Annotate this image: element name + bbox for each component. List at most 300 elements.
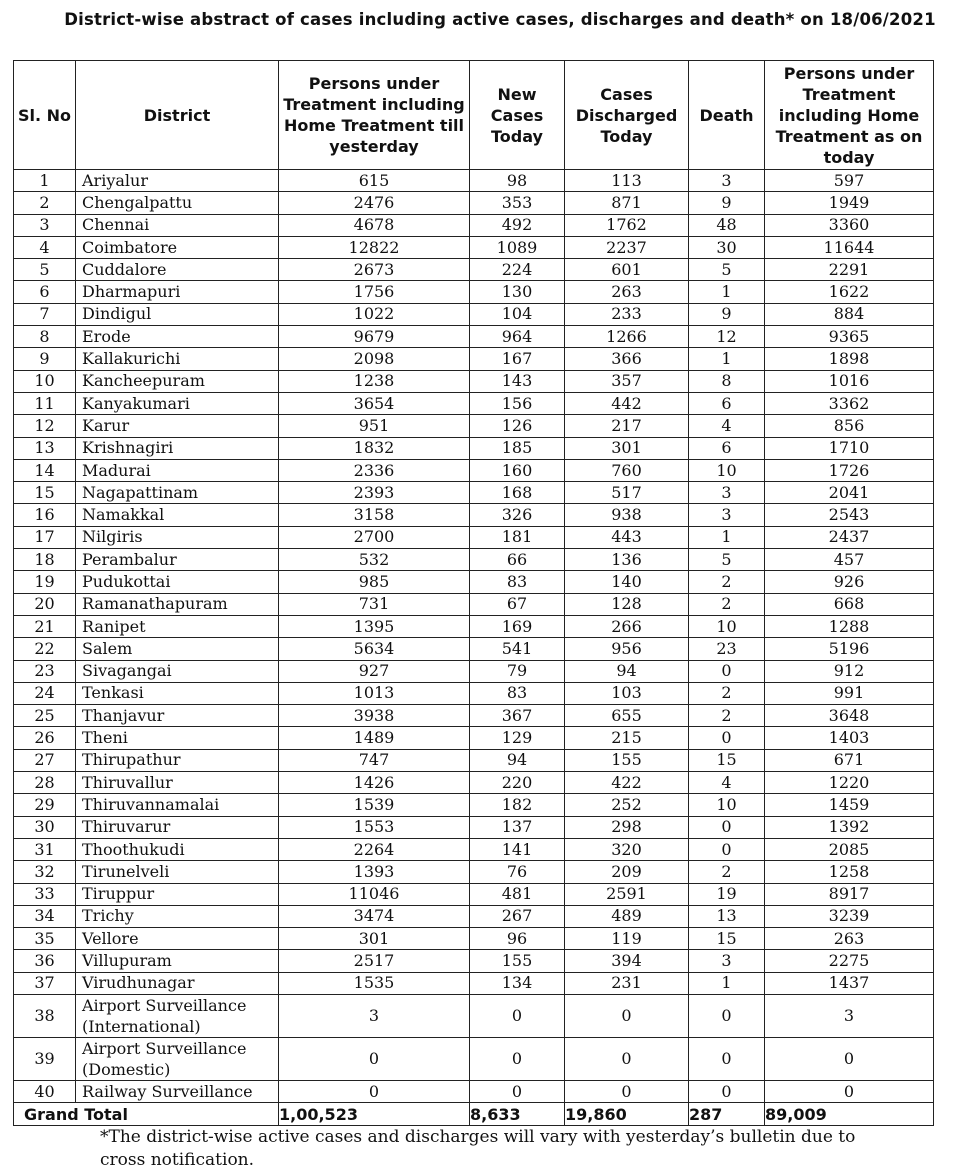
cell-death: 1	[689, 348, 765, 370]
cell-district: Thanjavur	[76, 705, 279, 727]
cell-death: 5	[689, 549, 765, 571]
cell-under-treatment-yesterday: 731	[279, 593, 470, 615]
cell-district: Tirunelveli	[76, 861, 279, 883]
cell-discharged: 94	[565, 660, 689, 682]
cell-under-treatment-today: 5196	[765, 638, 934, 660]
cell-under-treatment-yesterday: 1395	[279, 615, 470, 637]
cell-under-treatment-today: 2543	[765, 504, 934, 526]
cell-new-cases: 168	[470, 482, 565, 504]
cell-under-treatment-today: 1459	[765, 794, 934, 816]
cell-district: Namakkal	[76, 504, 279, 526]
cell-new-cases: 79	[470, 660, 565, 682]
cell-discharged: 217	[565, 415, 689, 437]
cell-sl-no: 16	[14, 504, 76, 526]
cell-district: Airport Surveillance (International)	[76, 994, 279, 1037]
cell-death: 48	[689, 214, 765, 236]
cell-sl-no: 24	[14, 682, 76, 704]
cell-district: Ranipet	[76, 615, 279, 637]
cell-under-treatment-today: 3362	[765, 392, 934, 414]
cell-new-cases: 353	[470, 192, 565, 214]
cell-under-treatment-yesterday: 1022	[279, 303, 470, 325]
cell-discharged: 298	[565, 816, 689, 838]
cell-under-treatment-yesterday: 4678	[279, 214, 470, 236]
cell-under-treatment-yesterday: 5634	[279, 638, 470, 660]
cell-new-cases: 94	[470, 749, 565, 771]
cell-new-cases: 220	[470, 772, 565, 794]
cell-sl-no: 35	[14, 928, 76, 950]
cell-sl-no: 10	[14, 370, 76, 392]
cell-under-treatment-today: 2041	[765, 482, 934, 504]
cell-sl-no: 21	[14, 615, 76, 637]
cell-new-cases: 83	[470, 682, 565, 704]
cell-discharged: 136	[565, 549, 689, 571]
cell-discharged: 0	[565, 1037, 689, 1080]
table-row	[14, 749, 934, 771]
cell-new-cases: 0	[470, 1037, 565, 1080]
table-header-row	[14, 61, 934, 170]
cell-discharged: 2591	[565, 883, 689, 905]
cell-discharged: 442	[565, 392, 689, 414]
cell-under-treatment-yesterday: 1393	[279, 861, 470, 883]
cell-discharged: 0	[565, 994, 689, 1037]
header-sl-no: Sl. No	[14, 61, 76, 170]
table-row	[14, 281, 934, 303]
grand-total-label: Grand Total	[14, 1103, 279, 1126]
cell-discharged: 231	[565, 972, 689, 994]
cell-district: Ramanathapuram	[76, 593, 279, 615]
cell-death: 0	[689, 660, 765, 682]
cell-sl-no: 33	[14, 883, 76, 905]
cell-discharged: 517	[565, 482, 689, 504]
cell-under-treatment-today: 856	[765, 415, 934, 437]
cell-new-cases: 98	[470, 170, 565, 192]
table-row	[14, 838, 934, 860]
cell-under-treatment-yesterday: 1238	[279, 370, 470, 392]
total-new-cases: 8,633	[470, 1103, 565, 1126]
cell-sl-no: 25	[14, 705, 76, 727]
cell-under-treatment-today: 597	[765, 170, 934, 192]
cell-under-treatment-yesterday: 3	[279, 994, 470, 1037]
cell-under-treatment-yesterday: 2700	[279, 526, 470, 548]
cell-discharged: 215	[565, 727, 689, 749]
table-row	[14, 682, 934, 704]
cell-sl-no: 40	[14, 1080, 76, 1102]
cell-sl-no: 6	[14, 281, 76, 303]
cell-death: 3	[689, 504, 765, 526]
table-row	[14, 816, 934, 838]
cell-sl-no: 37	[14, 972, 76, 994]
cell-death: 10	[689, 459, 765, 481]
table-row	[14, 348, 934, 370]
cell-sl-no: 34	[14, 905, 76, 927]
cell-district: Chengalpattu	[76, 192, 279, 214]
cell-new-cases: 104	[470, 303, 565, 325]
header-under-treatment-yesterday: Persons under Treatment including Home Treatment till yesterday	[279, 61, 470, 170]
cell-discharged: 113	[565, 170, 689, 192]
cell-new-cases: 129	[470, 727, 565, 749]
cell-under-treatment-yesterday: 11046	[279, 883, 470, 905]
cell-discharged: 956	[565, 638, 689, 660]
table-row	[14, 928, 934, 950]
cell-new-cases: 155	[470, 950, 565, 972]
cell-under-treatment-today: 671	[765, 749, 934, 771]
cell-under-treatment-today: 1016	[765, 370, 934, 392]
cell-sl-no: 29	[14, 794, 76, 816]
total-discharged: 19,860	[565, 1103, 689, 1126]
cell-discharged: 394	[565, 950, 689, 972]
cell-district: Sivagangai	[76, 660, 279, 682]
cell-district: Tiruppur	[76, 883, 279, 905]
table-row	[14, 615, 934, 637]
cell-discharged: 301	[565, 437, 689, 459]
table-row	[14, 192, 934, 214]
cell-death: 8	[689, 370, 765, 392]
cell-district: Airport Surveillance (Domestic)	[76, 1037, 279, 1080]
cell-under-treatment-yesterday: 2098	[279, 348, 470, 370]
cell-under-treatment-today: 0	[765, 1037, 934, 1080]
cell-discharged: 155	[565, 749, 689, 771]
cell-death: 15	[689, 749, 765, 771]
cell-under-treatment-today: 3	[765, 994, 934, 1037]
cell-district: Thiruvannamalai	[76, 794, 279, 816]
cell-under-treatment-yesterday: 1756	[279, 281, 470, 303]
cell-death: 15	[689, 928, 765, 950]
cell-under-treatment-yesterday: 3938	[279, 705, 470, 727]
table-row	[14, 772, 934, 794]
table-row	[14, 994, 934, 1037]
cell-district: Ariyalur	[76, 170, 279, 192]
cell-death: 0	[689, 816, 765, 838]
cell-district: Tenkasi	[76, 682, 279, 704]
page-title: District-wise abstract of cases including active cases, discharges and death* on 18/06/2021	[64, 10, 936, 29]
cell-sl-no: 1	[14, 170, 76, 192]
cell-sl-no: 23	[14, 660, 76, 682]
table-row	[14, 526, 934, 548]
cell-new-cases: 267	[470, 905, 565, 927]
table-row	[14, 1080, 934, 1102]
cell-new-cases: 169	[470, 615, 565, 637]
cell-district: Chennai	[76, 214, 279, 236]
cell-discharged: 938	[565, 504, 689, 526]
cell-death: 6	[689, 437, 765, 459]
cell-sl-no: 9	[14, 348, 76, 370]
cell-under-treatment-yesterday: 1489	[279, 727, 470, 749]
cell-new-cases: 66	[470, 549, 565, 571]
cell-under-treatment-yesterday: 615	[279, 170, 470, 192]
cell-under-treatment-today: 263	[765, 928, 934, 950]
cell-under-treatment-today: 1898	[765, 348, 934, 370]
cell-under-treatment-today: 0	[765, 1080, 934, 1102]
table-row	[14, 415, 934, 437]
cell-district: Kancheepuram	[76, 370, 279, 392]
table-row	[14, 905, 934, 927]
cell-new-cases: 964	[470, 326, 565, 348]
cell-discharged: 2237	[565, 236, 689, 258]
cell-death: 6	[689, 392, 765, 414]
cell-death: 19	[689, 883, 765, 905]
cell-under-treatment-today: 457	[765, 549, 934, 571]
cell-sl-no: 11	[14, 392, 76, 414]
table-row	[14, 660, 934, 682]
cell-under-treatment-today: 11644	[765, 236, 934, 258]
table-row	[14, 794, 934, 816]
header-under-treatment-today: Persons under Treatment including Home Treatment as on today	[765, 61, 934, 170]
cell-sl-no: 38	[14, 994, 76, 1037]
cell-district: Perambalur	[76, 549, 279, 571]
cell-under-treatment-yesterday: 3654	[279, 392, 470, 414]
cell-under-treatment-yesterday: 747	[279, 749, 470, 771]
cell-new-cases: 126	[470, 415, 565, 437]
cell-discharged: 1266	[565, 326, 689, 348]
cell-sl-no: 22	[14, 638, 76, 660]
cell-discharged: 119	[565, 928, 689, 950]
cell-sl-no: 2	[14, 192, 76, 214]
cell-under-treatment-yesterday: 0	[279, 1037, 470, 1080]
cell-under-treatment-yesterday: 12822	[279, 236, 470, 258]
table-row	[14, 861, 934, 883]
cell-under-treatment-today: 3360	[765, 214, 934, 236]
cell-new-cases: 130	[470, 281, 565, 303]
cell-discharged: 128	[565, 593, 689, 615]
cell-district: Kanyakumari	[76, 392, 279, 414]
cell-sl-no: 12	[14, 415, 76, 437]
cell-discharged: 209	[565, 861, 689, 883]
cell-death: 12	[689, 326, 765, 348]
cell-discharged: 1762	[565, 214, 689, 236]
cell-sl-no: 7	[14, 303, 76, 325]
cell-sl-no: 8	[14, 326, 76, 348]
cell-sl-no: 19	[14, 571, 76, 593]
cell-district: Karur	[76, 415, 279, 437]
cell-sl-no: 5	[14, 259, 76, 281]
cell-death: 2	[689, 682, 765, 704]
cell-district: Cuddalore	[76, 259, 279, 281]
cell-district: Dharmapuri	[76, 281, 279, 303]
cell-under-treatment-today: 3648	[765, 705, 934, 727]
cell-under-treatment-yesterday: 1553	[279, 816, 470, 838]
cell-under-treatment-today: 1622	[765, 281, 934, 303]
cell-new-cases: 137	[470, 816, 565, 838]
cell-death: 3	[689, 950, 765, 972]
cell-death: 10	[689, 615, 765, 637]
cell-sl-no: 3	[14, 214, 76, 236]
cell-under-treatment-today: 1710	[765, 437, 934, 459]
cell-new-cases: 181	[470, 526, 565, 548]
cell-death: 3	[689, 482, 765, 504]
cell-new-cases: 76	[470, 861, 565, 883]
cell-discharged: 266	[565, 615, 689, 637]
cell-under-treatment-yesterday: 532	[279, 549, 470, 571]
cell-district: Kallakurichi	[76, 348, 279, 370]
cell-death: 5	[689, 259, 765, 281]
cell-under-treatment-yesterday: 2264	[279, 838, 470, 860]
cell-new-cases: 326	[470, 504, 565, 526]
cell-new-cases: 1089	[470, 236, 565, 258]
cell-district: Salem	[76, 638, 279, 660]
cell-new-cases: 0	[470, 994, 565, 1037]
cell-district: Railway Surveillance	[76, 1080, 279, 1102]
cell-discharged: 601	[565, 259, 689, 281]
cell-under-treatment-yesterday: 2393	[279, 482, 470, 504]
cell-sl-no: 17	[14, 526, 76, 548]
table-row	[14, 727, 934, 749]
cell-under-treatment-yesterday: 1535	[279, 972, 470, 994]
cell-district: Erode	[76, 326, 279, 348]
cell-discharged: 140	[565, 571, 689, 593]
table-row	[14, 950, 934, 972]
header-new-cases: New Cases Today	[470, 61, 565, 170]
table-row	[14, 638, 934, 660]
table-row	[14, 459, 934, 481]
table-row	[14, 326, 934, 348]
cell-discharged: 366	[565, 348, 689, 370]
cell-district: Villupuram	[76, 950, 279, 972]
cell-under-treatment-yesterday: 1832	[279, 437, 470, 459]
cell-new-cases: 367	[470, 705, 565, 727]
cell-under-treatment-yesterday: 951	[279, 415, 470, 437]
cell-district: Thiruvarur	[76, 816, 279, 838]
cell-under-treatment-today: 8917	[765, 883, 934, 905]
total-death: 287	[689, 1103, 765, 1126]
cell-under-treatment-today: 2085	[765, 838, 934, 860]
table-row	[14, 370, 934, 392]
cell-under-treatment-yesterday: 2673	[279, 259, 470, 281]
cell-under-treatment-today: 991	[765, 682, 934, 704]
cell-death: 4	[689, 772, 765, 794]
cell-sl-no: 18	[14, 549, 76, 571]
table-row	[14, 236, 934, 258]
cell-new-cases: 134	[470, 972, 565, 994]
cell-new-cases: 96	[470, 928, 565, 950]
cell-district: Virudhunagar	[76, 972, 279, 994]
cell-death: 0	[689, 1080, 765, 1102]
table-row	[14, 705, 934, 727]
cell-discharged: 760	[565, 459, 689, 481]
cell-new-cases: 185	[470, 437, 565, 459]
cell-discharged: 422	[565, 772, 689, 794]
cell-death: 9	[689, 192, 765, 214]
cell-new-cases: 167	[470, 348, 565, 370]
cell-death: 2	[689, 593, 765, 615]
cell-discharged: 655	[565, 705, 689, 727]
cell-sl-no: 26	[14, 727, 76, 749]
cell-discharged: 357	[565, 370, 689, 392]
cell-under-treatment-today: 884	[765, 303, 934, 325]
cell-district: Krishnagiri	[76, 437, 279, 459]
cell-district: Theni	[76, 727, 279, 749]
cell-new-cases: 156	[470, 392, 565, 414]
cell-death: 1	[689, 972, 765, 994]
cell-discharged: 252	[565, 794, 689, 816]
cell-discharged: 320	[565, 838, 689, 860]
cell-under-treatment-today: 1288	[765, 615, 934, 637]
table-row	[14, 549, 934, 571]
cell-under-treatment-today: 2437	[765, 526, 934, 548]
cell-discharged: 103	[565, 682, 689, 704]
table-row	[14, 1037, 934, 1080]
cell-sl-no: 15	[14, 482, 76, 504]
header-discharged: Cases Discharged Today	[565, 61, 689, 170]
cell-death: 0	[689, 838, 765, 860]
cell-under-treatment-today: 3239	[765, 905, 934, 927]
cell-discharged: 489	[565, 905, 689, 927]
table-row	[14, 571, 934, 593]
cell-district: Madurai	[76, 459, 279, 481]
cell-district: Nilgiris	[76, 526, 279, 548]
cell-under-treatment-yesterday: 1426	[279, 772, 470, 794]
cell-under-treatment-today: 1403	[765, 727, 934, 749]
cell-new-cases: 481	[470, 883, 565, 905]
cell-discharged: 871	[565, 192, 689, 214]
cell-under-treatment-yesterday: 9679	[279, 326, 470, 348]
cell-discharged: 0	[565, 1080, 689, 1102]
cell-under-treatment-yesterday: 2517	[279, 950, 470, 972]
table-row	[14, 170, 934, 192]
cell-new-cases: 143	[470, 370, 565, 392]
table-row	[14, 437, 934, 459]
cell-death: 23	[689, 638, 765, 660]
cell-new-cases: 83	[470, 571, 565, 593]
cell-sl-no: 32	[14, 861, 76, 883]
cell-death: 1	[689, 281, 765, 303]
cell-death: 3	[689, 170, 765, 192]
cell-under-treatment-today: 1392	[765, 816, 934, 838]
table-row	[14, 259, 934, 281]
cell-new-cases: 67	[470, 593, 565, 615]
cell-sl-no: 14	[14, 459, 76, 481]
footnote: *The district-wise active cases and discharges will vary with yesterday’s bulletin due to cross notification.	[100, 1127, 856, 1170]
table-row	[14, 593, 934, 615]
cell-district: Thiruvallur	[76, 772, 279, 794]
cell-under-treatment-today: 1220	[765, 772, 934, 794]
cell-sl-no: 31	[14, 838, 76, 860]
cell-death: 4	[689, 415, 765, 437]
cell-under-treatment-today: 1949	[765, 192, 934, 214]
cell-under-treatment-today: 926	[765, 571, 934, 593]
cell-district: Pudukottai	[76, 571, 279, 593]
cell-under-treatment-yesterday: 3474	[279, 905, 470, 927]
cell-under-treatment-today: 1437	[765, 972, 934, 994]
cell-death: 0	[689, 727, 765, 749]
cell-under-treatment-today: 668	[765, 593, 934, 615]
cell-under-treatment-yesterday: 1539	[279, 794, 470, 816]
table-row	[14, 392, 934, 414]
cell-district: Thoothukudi	[76, 838, 279, 860]
cell-district: Coimbatore	[76, 236, 279, 258]
cell-new-cases: 224	[470, 259, 565, 281]
cell-sl-no: 36	[14, 950, 76, 972]
cell-death: 10	[689, 794, 765, 816]
table-row	[14, 972, 934, 994]
cell-discharged: 443	[565, 526, 689, 548]
cell-under-treatment-today: 2275	[765, 950, 934, 972]
cell-district: Dindigul	[76, 303, 279, 325]
cell-under-treatment-today: 1726	[765, 459, 934, 481]
cell-sl-no: 13	[14, 437, 76, 459]
cell-under-treatment-yesterday: 2476	[279, 192, 470, 214]
cell-discharged: 263	[565, 281, 689, 303]
cell-sl-no: 27	[14, 749, 76, 771]
total-under-treatment-today: 89,009	[765, 1103, 934, 1126]
total-under-treatment-yesterday: 1,00,523	[279, 1103, 470, 1126]
cell-under-treatment-yesterday: 301	[279, 928, 470, 950]
cell-under-treatment-today: 2291	[765, 259, 934, 281]
cell-under-treatment-yesterday: 927	[279, 660, 470, 682]
district-cases-table	[13, 60, 934, 1126]
cell-death: 2	[689, 705, 765, 727]
cell-death: 9	[689, 303, 765, 325]
cell-new-cases: 541	[470, 638, 565, 660]
